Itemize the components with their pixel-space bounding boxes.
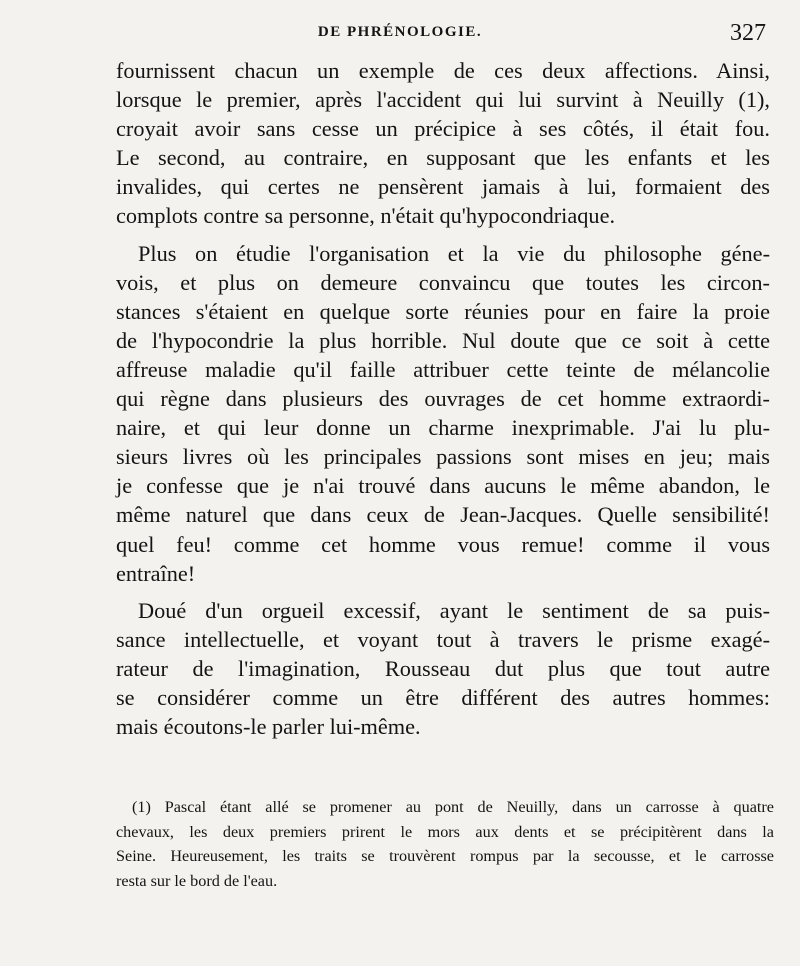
text-line: vois, et plus on demeure convaincu que toutes les circon- <box>116 269 770 295</box>
text-line: Le second, au contraire, en supposant que les enfants et les <box>116 145 770 171</box>
text-line: lorsque le premier, après l'accident qui lui survint à Neuilly (1), <box>116 87 770 113</box>
body-text <box>116 56 770 741</box>
text-line: sance intellectuelle, et voyant tout à travers le prisme exagé- <box>116 626 770 652</box>
footnote-line: Seine. Heureusement, les traits se trouvèrent rompus par la secousse, et le carrosse <box>116 847 774 865</box>
text-line: sieurs livres où les principales passions sont mises en jeu; mais <box>116 444 770 470</box>
text-line: même naturel que dans ceux de Jean-Jacques. Quelle sensibilité! <box>116 502 770 528</box>
footnote-line: chevaux, les deux premiers prirent le mors aux dents et se précipitèrent dans la <box>116 822 774 841</box>
text-line: se considérer comme un être différent des autres hommes: <box>116 684 770 710</box>
text-line: fournissent chacun un exemple de ces deux affections. Ainsi, <box>116 58 770 83</box>
text-line: de l'hypocondrie la plus horrible. Nul doute que ce soit à cette <box>116 327 770 353</box>
text-line: Plus on étudie l'organisation et la vie du philosophe géne- <box>138 240 770 266</box>
text-line: rateur de l'imagination, Rousseau dut plus que tout autre <box>116 655 770 681</box>
text-line: qui règne dans plusieurs des ouvrages de cet homme extraordi- <box>116 386 770 412</box>
footnote <box>116 795 774 893</box>
text-line: invalides, qui certes ne pensèrent jamais à lui, formaient des <box>116 174 770 200</box>
paragraph-gap <box>116 588 770 596</box>
text-line: croyait avoir sans cesse un précipice à ses côtés, il était fou. <box>116 116 770 142</box>
text-line: mais écoutons-le parler lui-même. <box>116 714 421 740</box>
paragraph-gap <box>116 231 770 239</box>
text-line: complots contre sa personne, n'était qu'hypocondriaque. <box>116 203 616 229</box>
running-head <box>0 20 800 50</box>
text-line: affreuse maladie qu'il faille attribuer cette teinte de mélancolie <box>116 356 770 382</box>
footnote-line: resta sur le bord de l'eau. <box>116 871 278 890</box>
running-head-title: DE PHRÉNOLOGIE. <box>317 24 483 40</box>
text-line: stances s'étaient en quelque sorte réunies pour en faire la proie <box>116 298 770 324</box>
text-line: naire, et qui leur donne un charme inexprimable. J'ai lu plu- <box>116 415 770 441</box>
text-line: quel feu! comme cet homme vous remue! comme il vous <box>116 531 770 557</box>
text-line: je confesse que je n'ai trouvé dans aucuns le même abandon, le <box>116 473 770 499</box>
text-line: Doué d'un orgueil excessif, ayant le sentiment de sa puis- <box>138 597 770 623</box>
footnote-line: (1) Pascal étant allé se promener au pont de Neuilly, dans un carrosse à quatre <box>132 798 774 816</box>
text-line: entraîne! <box>116 560 196 586</box>
page-number: 327 <box>730 20 766 46</box>
